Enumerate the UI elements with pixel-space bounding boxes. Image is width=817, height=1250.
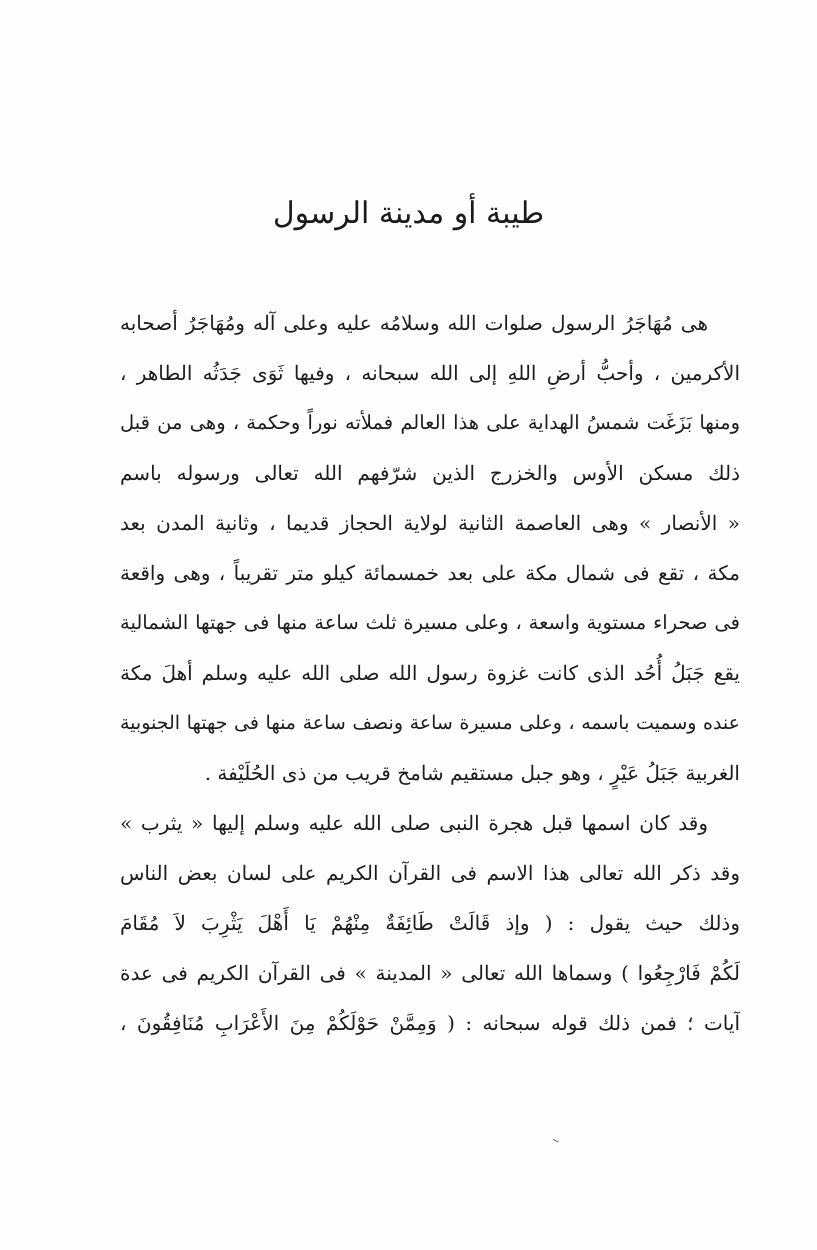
text-line: آيات ؛ فمن ذلك قوله سبحانه : ( وَمِمَّنْ حَوْلَكُمْ مِنَ الأَعْرَابِ مُنَافِقُونَ ، <box>120 1011 740 1035</box>
text-line: « الأنصار » وهى العاصمة الثانية لولاية الحجاز قديما ، وثانية المدن بعد <box>120 511 740 535</box>
text-line: وقد ذكر الله تعالى هذا الاسم فى القرآن الكريم على لسان بعض الناس <box>120 861 740 885</box>
text-line: وذلك حيث يقول : ( وإذ قَالَتْ طَائِفَةٌ مِنْهُمْ يَا أَهْلَ يَثْرِبَ لاَ مُقَامَ <box>120 911 740 935</box>
text-line: مكة ، تقع فى شمال مكة على بعد خمسمائة كيلو متر تقريباً ، وهى واقعة <box>120 561 740 585</box>
text-line: لَكُمْ فَارْجِعُوا ) وسماها الله تعالى « المدينة » فى القرآن الكريم فى عدة <box>120 961 740 985</box>
text-line: ذلك مسكن الأوس والخزرج الذين شرّفهم الله تعالى ورسوله باسم <box>120 461 740 485</box>
text-line: هى مُهَاجَرُ الرسول صلوات الله وسلامُه عليه وعلى آله ومُهَاجَرُ أصحابه <box>120 311 708 335</box>
text-line: فى صحراء مستوية واسعة ، وعلى مسيرة ثلث ساعة منها فى جهتها الشمالية <box>120 611 740 634</box>
text-line: عنده وسميت باسمه ، وعلى مسيرة ساعة ونصف ساعة منها فى جهتها الجنوبية <box>120 712 740 734</box>
text-line: ومنها بَزَغَت شمسُ الهداية على هذا العالم فملأته نوراً وحكمة ، وهى من قبل <box>120 411 740 434</box>
page-title: طيبة أو مدينة الرسول <box>272 196 545 231</box>
text-line: يقع جَبَلُ أُحُد الذى كانت غزوة رسول الله صلى الله عليه وسلم أهلَ مكة <box>120 661 740 685</box>
text-line: الغربية جَبَلُ عَيْرٍ ، وهو جبل مستقيم شامخ قريب من ذى الحُلَيْفة . <box>204 761 740 785</box>
body-text <box>120 298 740 1048</box>
scan-speck <box>551 1139 558 1145</box>
text-line: الأكرمين ، وأحبُّ أرضِ اللهِ إلى الله سبحانه ، وفيها ثَوَى جَدَثُه الطاهر ، <box>120 361 740 385</box>
text-line: وقد كان اسمها قبل هجرة النبى صلى الله عليه وسلم إليها « يثرب » <box>120 811 708 835</box>
